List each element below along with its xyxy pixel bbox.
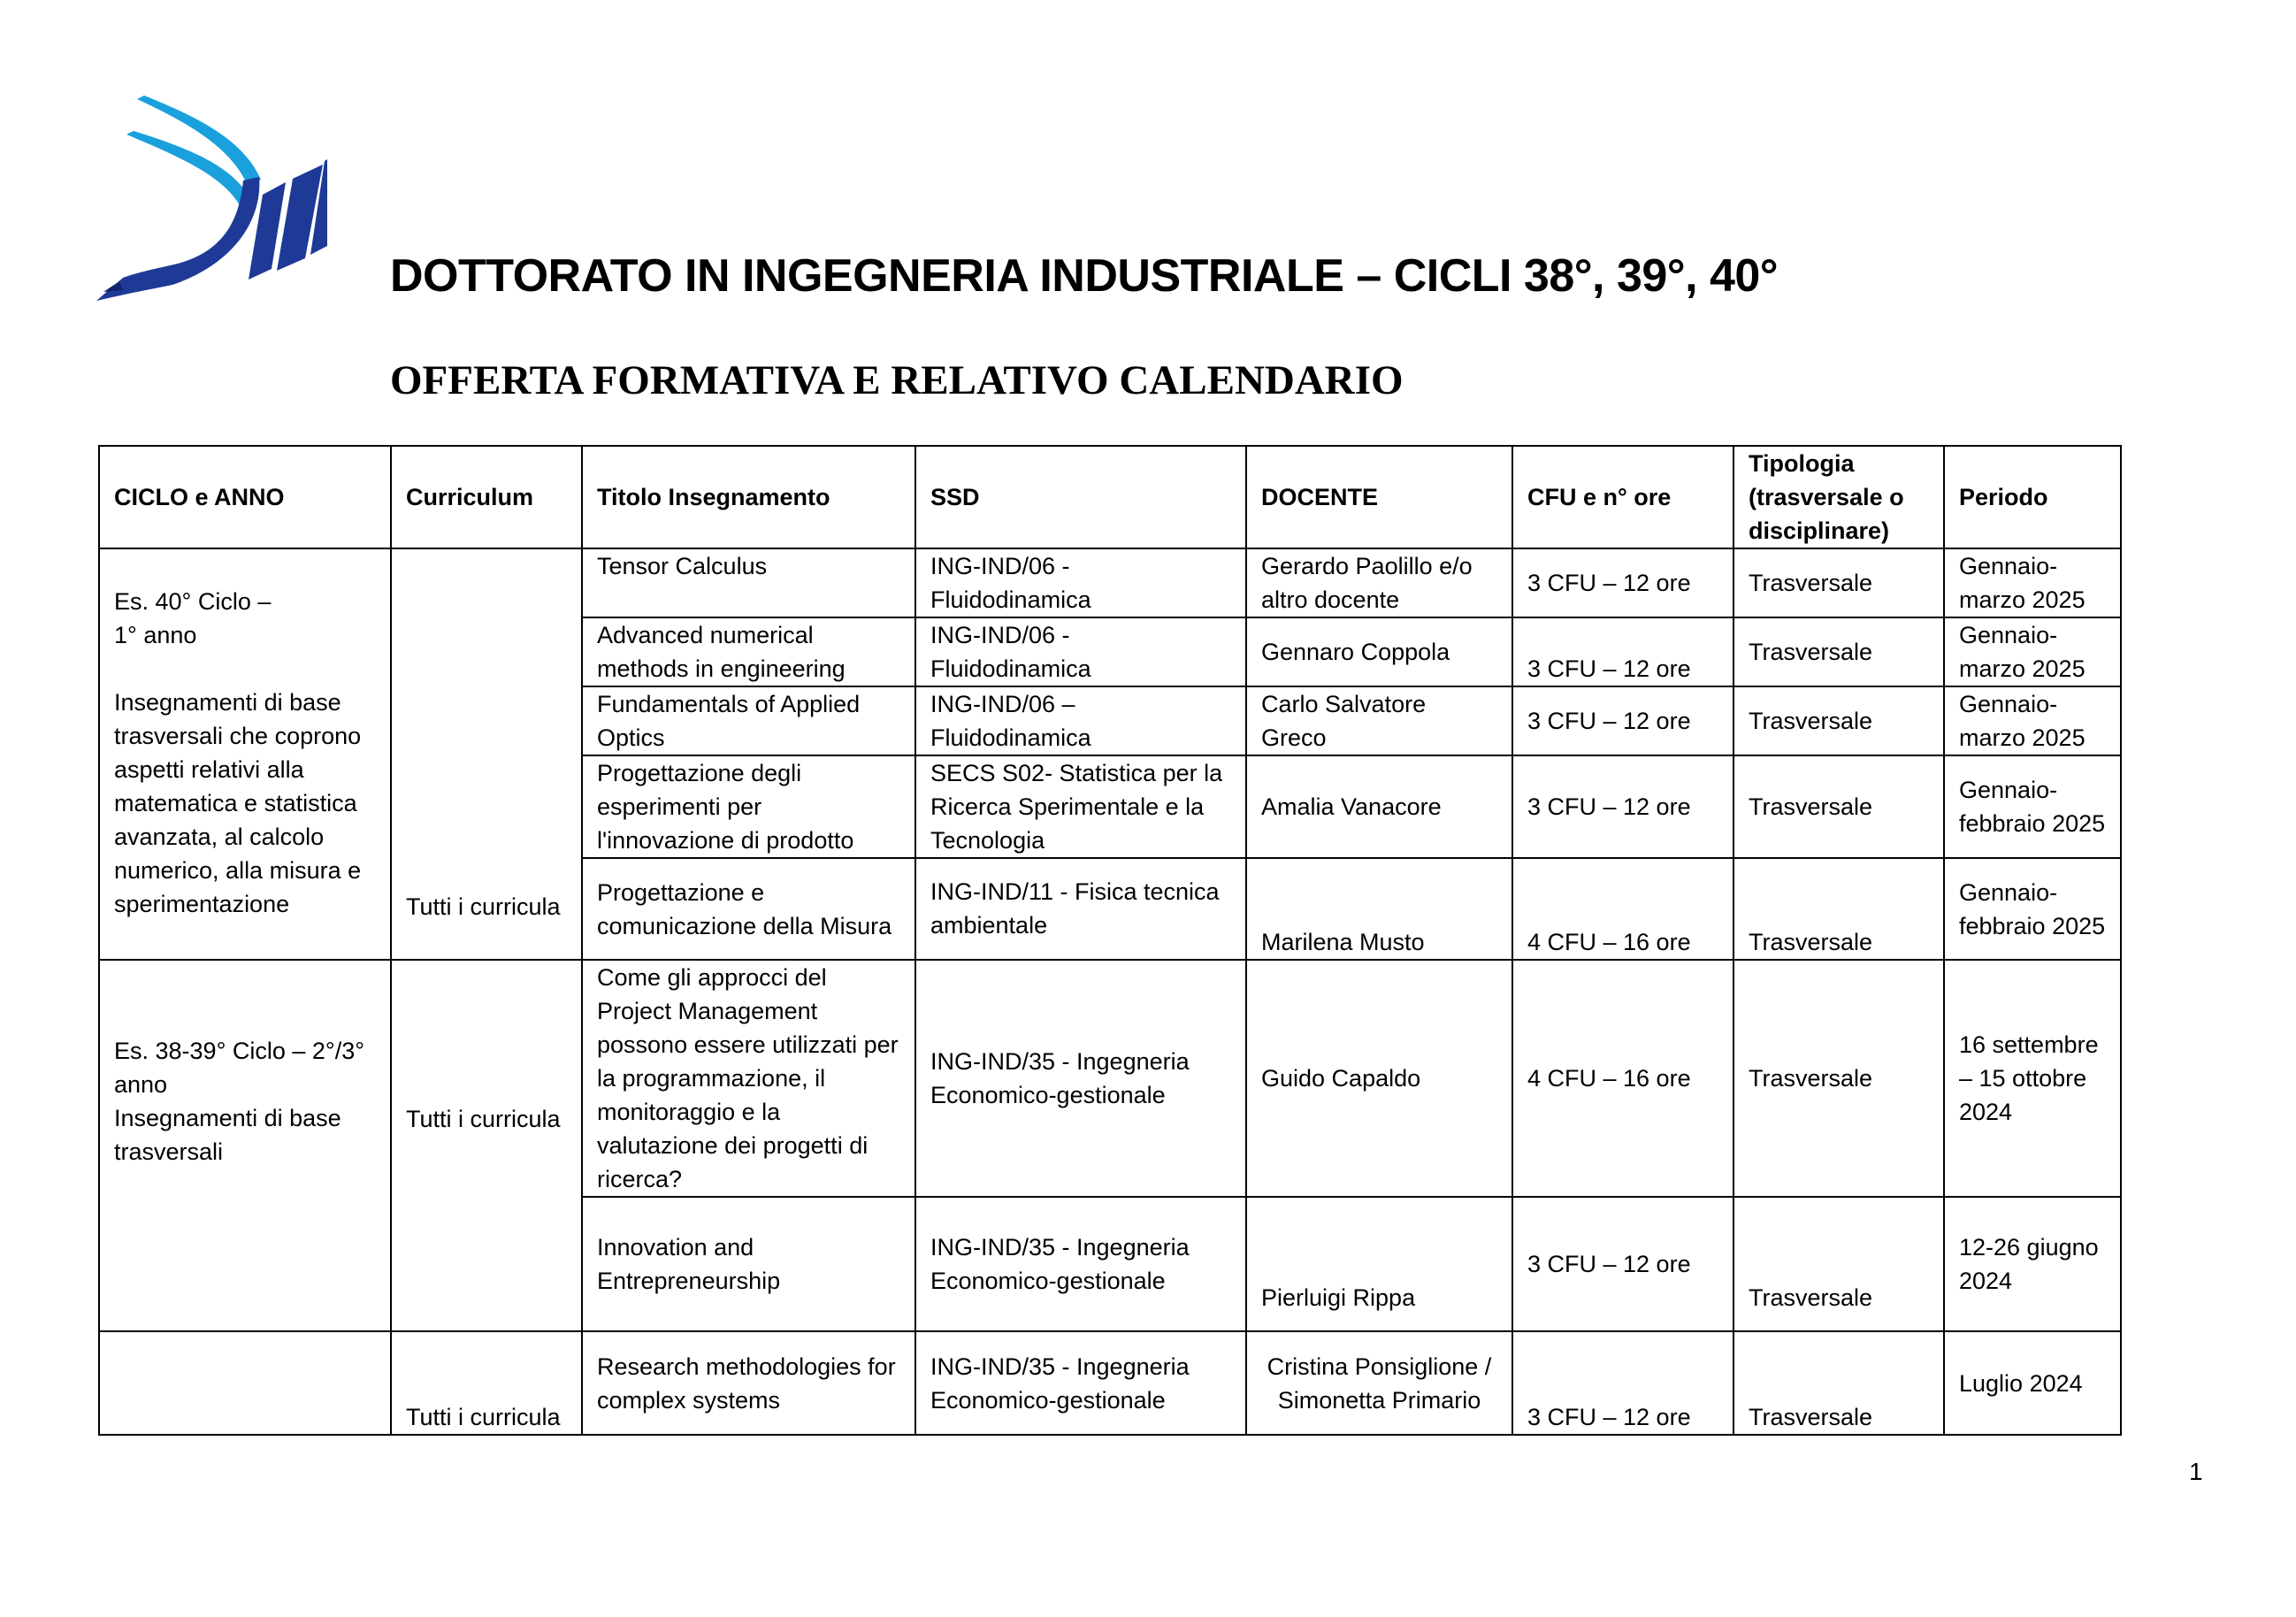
column-header-cfu: CFU e n° ore [1512, 446, 1733, 548]
cfu-cell: 4 CFU – 16 ore [1512, 960, 1733, 1197]
curriculum-cell: Tutti i curricula [391, 548, 582, 960]
table-row [99, 548, 2121, 617]
ssd-cell: ING-IND/35 - Ingegneria Economico-gestionale [915, 1331, 1246, 1435]
ciclo-cell [99, 1331, 391, 1435]
periodo-cell: Gennaio-marzo 2025 [1944, 548, 2121, 617]
tipologia-cell: Trasversale [1733, 548, 1944, 617]
university-logo [93, 96, 327, 301]
page-subtitle: OFFERTA FORMATIVA E RELATIVO CALENDARIO [390, 357, 1404, 403]
ssd-cell: ING-IND/35 - Ingegneria Economico-gestionale [915, 960, 1246, 1197]
docente-cell: Gerardo Paolillo e/o altro docente [1246, 548, 1512, 617]
periodo-cell: Gennaio-febbraio 2025 [1944, 858, 2121, 960]
column-header-ciclo: CICLO e ANNO [99, 446, 391, 548]
tipologia-cell: Trasversale [1733, 686, 1944, 755]
column-header-titolo: Titolo Insegnamento [582, 446, 915, 548]
ssd-cell: ING-IND/11 - Fisica tecnica ambientale [915, 858, 1246, 960]
ssd-cell: SECS S02- Statistica per la Ricerca Sperimentale e la Tecnologia [915, 755, 1246, 858]
ssd-cell: ING-IND/06 – Fluidodinamica [915, 686, 1246, 755]
tipologia-cell: Trasversale [1733, 617, 1944, 686]
ssd-cell: ING-IND/06 - Fluidodinamica [915, 548, 1246, 617]
cfu-cell: 4 CFU – 16 ore [1512, 858, 1733, 960]
ssd-cell: ING-IND/06 - Fluidodinamica [915, 617, 1246, 686]
titolo-cell: Fundamentals of Applied Optics [582, 686, 915, 755]
titolo-cell: Research methodologies for complex systems [582, 1331, 915, 1435]
titolo-cell: Progettazione degli esperimenti per l'innovazione di prodotto [582, 755, 915, 858]
docente-cell: Marilena Musto [1246, 858, 1512, 960]
tipologia-cell: Trasversale [1733, 1331, 1944, 1435]
column-header-periodo: Periodo [1944, 446, 2121, 548]
periodo-cell: 16 settembre – 15 ottobre 2024 [1944, 960, 2121, 1197]
tipologia-cell: Trasversale [1733, 1197, 1944, 1331]
periodo-cell: Gennaio-febbraio 2025 [1944, 755, 2121, 858]
page-title: DOTTORATO IN INGEGNERIA INDUSTRIALE – CICLI 38°, 39°, 40° [390, 250, 1779, 302]
docente-cell: Amalia Vanacore [1246, 755, 1512, 858]
table-header-row [99, 446, 2121, 548]
ssd-cell: ING-IND/35 - Ingegneria Economico-gestionale [915, 1197, 1246, 1331]
cfu-cell: 3 CFU – 12 ore [1512, 1331, 1733, 1435]
page-number: 1 [2189, 1458, 2203, 1485]
cfu-cell: 3 CFU – 12 ore [1512, 617, 1733, 686]
tipologia-cell: Trasversale [1733, 858, 1944, 960]
docente-cell: Pierluigi Rippa [1246, 1197, 1512, 1331]
ciclo-cell: Es. 40° Ciclo – 1° anno Insegnamenti di base trasversali che coprono aspetti relativi alla matematica e statistica avanzata, al calcolo numerico, alla misura e sperimentazione [99, 548, 391, 960]
cfu-cell: 3 CFU – 12 ore [1512, 686, 1733, 755]
cfu-cell: 3 CFU – 12 ore [1512, 1197, 1733, 1331]
periodo-cell: Luglio 2024 [1944, 1331, 2121, 1435]
table-row [99, 1331, 2121, 1435]
titolo-cell: Progettazione e comunicazione della Misura [582, 858, 915, 960]
cfu-cell: 3 CFU – 12 ore [1512, 755, 1733, 858]
docente-cell: Carlo Salvatore Greco [1246, 686, 1512, 755]
periodo-cell: 12-26 giugno 2024 [1944, 1197, 2121, 1331]
titolo-cell: Advanced numerical methods in engineering [582, 617, 915, 686]
titolo-cell: Innovation and Entrepreneurship [582, 1197, 915, 1331]
curriculum-cell: Tutti i curricula [391, 1331, 582, 1435]
table-row [99, 960, 2121, 1197]
column-header-curriculum: Curriculum [391, 446, 582, 548]
periodo-cell: Gennaio-marzo 2025 [1944, 686, 2121, 755]
column-header-ssd: SSD [915, 446, 1246, 548]
titolo-cell: Come gli approcci del Project Management possono essere utilizzati per la programmazione, il monitoraggio e la valutazione dei progetti di ricerca? [582, 960, 915, 1197]
periodo-cell: Gennaio-marzo 2025 [1944, 617, 2121, 686]
docente-cell: Cristina Ponsiglione / Simonetta Primario [1246, 1331, 1512, 1435]
docente-cell: Guido Capaldo [1246, 960, 1512, 1197]
column-header-docente: DOCENTE [1246, 446, 1512, 548]
column-header-tipologia: Tipologia (trasversale o disciplinare) [1733, 446, 1944, 548]
titolo-cell: Tensor Calculus [582, 548, 915, 617]
curriculum-cell: Tutti i curricula [391, 960, 582, 1331]
docente-cell: Gennaro Coppola [1246, 617, 1512, 686]
ciclo-cell: Es. 38-39° Ciclo – 2°/3° anno Insegnamenti di base trasversali [99, 960, 391, 1331]
tipologia-cell: Trasversale [1733, 960, 1944, 1197]
cfu-cell: 3 CFU – 12 ore [1512, 548, 1733, 617]
courses-table [98, 445, 2122, 1436]
tipologia-cell: Trasversale [1733, 755, 1944, 858]
